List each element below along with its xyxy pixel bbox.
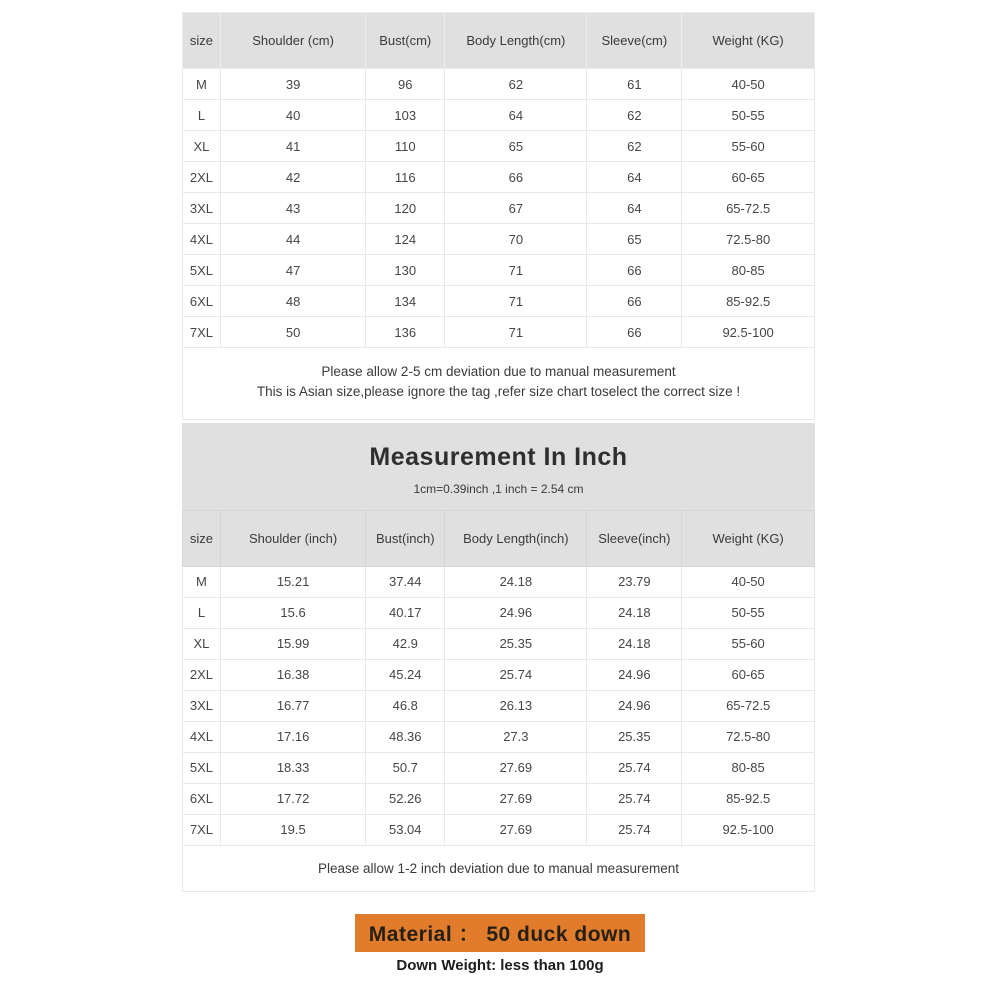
table-row — [183, 628, 815, 659]
column-header-size: size — [183, 510, 221, 566]
measurement-cell: 39 — [220, 69, 365, 100]
measurement-cell: 103 — [366, 100, 445, 131]
measurement-cell: 47 — [220, 255, 365, 286]
table-row — [183, 752, 815, 783]
size-label-cell: L — [183, 597, 221, 628]
measurement-cell: 25.74 — [587, 783, 682, 814]
measurement-cell: 44 — [220, 224, 365, 255]
table-row — [183, 721, 815, 752]
table-row — [183, 69, 815, 100]
measurement-cell: 18.33 — [220, 752, 365, 783]
table-row — [183, 566, 815, 597]
column-header-bust: Bust(cm) — [366, 13, 445, 69]
measurement-cell: 25.74 — [445, 659, 587, 690]
column-header-body-length: Body Length(cm) — [445, 13, 587, 69]
measurement-cell: 62 — [587, 100, 682, 131]
measurement-cell: 65 — [587, 224, 682, 255]
measurement-cell: 60-65 — [682, 659, 815, 690]
measurement-cell: 65-72.5 — [682, 690, 815, 721]
table-row — [183, 783, 815, 814]
measurement-cell: 17.16 — [220, 721, 365, 752]
measurement-cell: 134 — [366, 286, 445, 317]
table-row — [183, 690, 815, 721]
measurement-cell: 43 — [220, 193, 365, 224]
size-table-inch — [182, 510, 815, 846]
column-header-size: size — [183, 13, 221, 69]
measurement-cell: 92.5-100 — [682, 317, 815, 348]
cm-notes-box — [182, 348, 815, 420]
measurement-cell: 48.36 — [366, 721, 445, 752]
measurement-cell: 15.21 — [220, 566, 365, 597]
measurement-cell: 42 — [220, 162, 365, 193]
measurement-cell: 124 — [366, 224, 445, 255]
size-label-cell: 5XL — [183, 255, 221, 286]
measurement-cell: 26.13 — [445, 690, 587, 721]
measurement-cell: 24.96 — [445, 597, 587, 628]
measurement-cell: 136 — [366, 317, 445, 348]
column-header-weight: Weight (KG) — [682, 13, 815, 69]
measurement-cell: 66 — [587, 286, 682, 317]
measurement-cell: 65-72.5 — [682, 193, 815, 224]
measurement-cell: 60-65 — [682, 162, 815, 193]
measurement-cell: 24.18 — [587, 628, 682, 659]
measurement-cell: 80-85 — [682, 255, 815, 286]
size-table-cm — [182, 12, 815, 348]
measurement-cell: 16.77 — [220, 690, 365, 721]
measurement-cell: 50-55 — [682, 100, 815, 131]
measurement-cell: 27.69 — [445, 814, 587, 845]
size-label-cell: 3XL — [183, 690, 221, 721]
size-chart-sheet — [182, 0, 815, 892]
size-label-cell: XL — [183, 131, 221, 162]
measurement-cell: 25.35 — [587, 721, 682, 752]
measurement-cell: 16.38 — [220, 659, 365, 690]
size-label-cell: 7XL — [183, 317, 221, 348]
measurement-cell: 42.9 — [366, 628, 445, 659]
measurement-cell: 24.96 — [587, 659, 682, 690]
measurement-cell: 41 — [220, 131, 365, 162]
measurement-cell: 40 — [220, 100, 365, 131]
measurement-cell: 62 — [445, 69, 587, 100]
measurement-cell: 85-92.5 — [682, 286, 815, 317]
column-header-shoulder: Shoulder (inch) — [220, 510, 365, 566]
measurement-cell: 92.5-100 — [682, 814, 815, 845]
column-header-weight: Weight (KG) — [682, 510, 815, 566]
measurement-cell: 71 — [445, 317, 587, 348]
size-label-cell: 7XL — [183, 814, 221, 845]
table-row — [183, 193, 815, 224]
measurement-cell: 66 — [587, 317, 682, 348]
measurement-cell: 15.6 — [220, 597, 365, 628]
measurement-cell: 65 — [445, 131, 587, 162]
measurement-cell: 72.5-80 — [682, 721, 815, 752]
measurement-cell: 71 — [445, 255, 587, 286]
measurement-cell: 27.3 — [445, 721, 587, 752]
column-header-body-length: Body Length(inch) — [445, 510, 587, 566]
measurement-cell: 96 — [366, 69, 445, 100]
measurement-cell: 64 — [587, 162, 682, 193]
measurement-cell: 37.44 — [366, 566, 445, 597]
measurement-cell: 70 — [445, 224, 587, 255]
table-row — [183, 659, 815, 690]
measurement-cell: 40.17 — [366, 597, 445, 628]
measurement-cell: 55-60 — [682, 628, 815, 659]
measurement-cell: 110 — [366, 131, 445, 162]
measurement-cell: 27.69 — [445, 783, 587, 814]
table-header-row — [183, 510, 815, 566]
column-header-bust: Bust(inch) — [366, 510, 445, 566]
measurement-cell: 25.74 — [587, 814, 682, 845]
size-label-cell: 2XL — [183, 659, 221, 690]
size-label-cell: 3XL — [183, 193, 221, 224]
measurement-cell: 48 — [220, 286, 365, 317]
asian-size-note: This is Asian size,please ignore the tag ,refer size chart toselect the correct size ! — [256, 384, 741, 400]
size-label-cell: 6XL — [183, 286, 221, 317]
measurement-cell: 52.26 — [366, 783, 445, 814]
column-header-shoulder: Shoulder (cm) — [220, 13, 365, 69]
measurement-cell: 64 — [587, 193, 682, 224]
measurement-cell: 130 — [366, 255, 445, 286]
size-label-cell: 2XL — [183, 162, 221, 193]
measurement-cell: 40-50 — [682, 566, 815, 597]
column-header-sleeve: Sleeve(inch) — [587, 510, 682, 566]
measurement-cell: 80-85 — [682, 752, 815, 783]
column-header-sleeve: Sleeve(cm) — [587, 13, 682, 69]
table-row — [183, 224, 815, 255]
measurement-cell: 67 — [445, 193, 587, 224]
measurement-cell: 50-55 — [682, 597, 815, 628]
table-header-row — [183, 13, 815, 69]
measurement-cell: 62 — [587, 131, 682, 162]
measurement-cell: 66 — [587, 255, 682, 286]
size-label-cell: L — [183, 100, 221, 131]
measurement-cell: 61 — [587, 69, 682, 100]
material-footer — [0, 914, 1000, 974]
measurement-cell: 25.35 — [445, 628, 587, 659]
size-label-cell: M — [183, 566, 221, 597]
down-weight-note: Down Weight: less than 100g — [396, 956, 604, 974]
measurement-cell: 24.18 — [587, 597, 682, 628]
measurement-cell: 17.72 — [220, 783, 365, 814]
measurement-cell: 23.79 — [587, 566, 682, 597]
size-label-cell: 4XL — [183, 721, 221, 752]
table-row — [183, 814, 815, 845]
measurement-cell: 45.24 — [366, 659, 445, 690]
cm-deviation-note: Please allow 2-5 cm deviation due to manual measurement — [321, 364, 676, 379]
measurement-cell: 85-92.5 — [682, 783, 815, 814]
measurement-cell: 55-60 — [682, 131, 815, 162]
measurement-cell: 64 — [445, 100, 587, 131]
measurement-cell: 116 — [366, 162, 445, 193]
material-banner: Material ： 50 duck down — [355, 914, 645, 952]
size-label-cell: 6XL — [183, 783, 221, 814]
size-label-cell: 5XL — [183, 752, 221, 783]
measurement-cell: 120 — [366, 193, 445, 224]
table-row — [183, 286, 815, 317]
measurement-cell: 24.18 — [445, 566, 587, 597]
measurement-cell: 25.74 — [587, 752, 682, 783]
measurement-cell: 40-50 — [682, 69, 815, 100]
size-label-cell: XL — [183, 628, 221, 659]
size-label-cell: 4XL — [183, 224, 221, 255]
table-row — [183, 162, 815, 193]
measurement-cell: 53.04 — [366, 814, 445, 845]
size-label-cell: M — [183, 69, 221, 100]
inch-section-header — [182, 423, 815, 510]
measurement-cell: 15.99 — [220, 628, 365, 659]
table-row — [183, 100, 815, 131]
measurement-cell: 71 — [445, 286, 587, 317]
measurement-cell: 19.5 — [220, 814, 365, 845]
measurement-cell: 24.96 — [587, 690, 682, 721]
inch-conversion-note: 1cm=0.39inch ,1 inch = 2.54 cm — [413, 481, 584, 496]
table-row — [183, 131, 815, 162]
measurement-cell: 50.7 — [366, 752, 445, 783]
table-row — [183, 597, 815, 628]
measurement-cell: 50 — [220, 317, 365, 348]
inch-section-title: Measurement In Inch — [369, 442, 628, 471]
table-row — [183, 255, 815, 286]
measurement-cell: 72.5-80 — [682, 224, 815, 255]
measurement-cell: 27.69 — [445, 752, 587, 783]
inch-deviation-note: Please allow 1-2 inch deviation due to manual measurement — [318, 860, 679, 876]
inch-notes-box — [182, 846, 815, 892]
table-row — [183, 317, 815, 348]
measurement-cell: 46.8 — [366, 690, 445, 721]
measurement-cell: 66 — [445, 162, 587, 193]
